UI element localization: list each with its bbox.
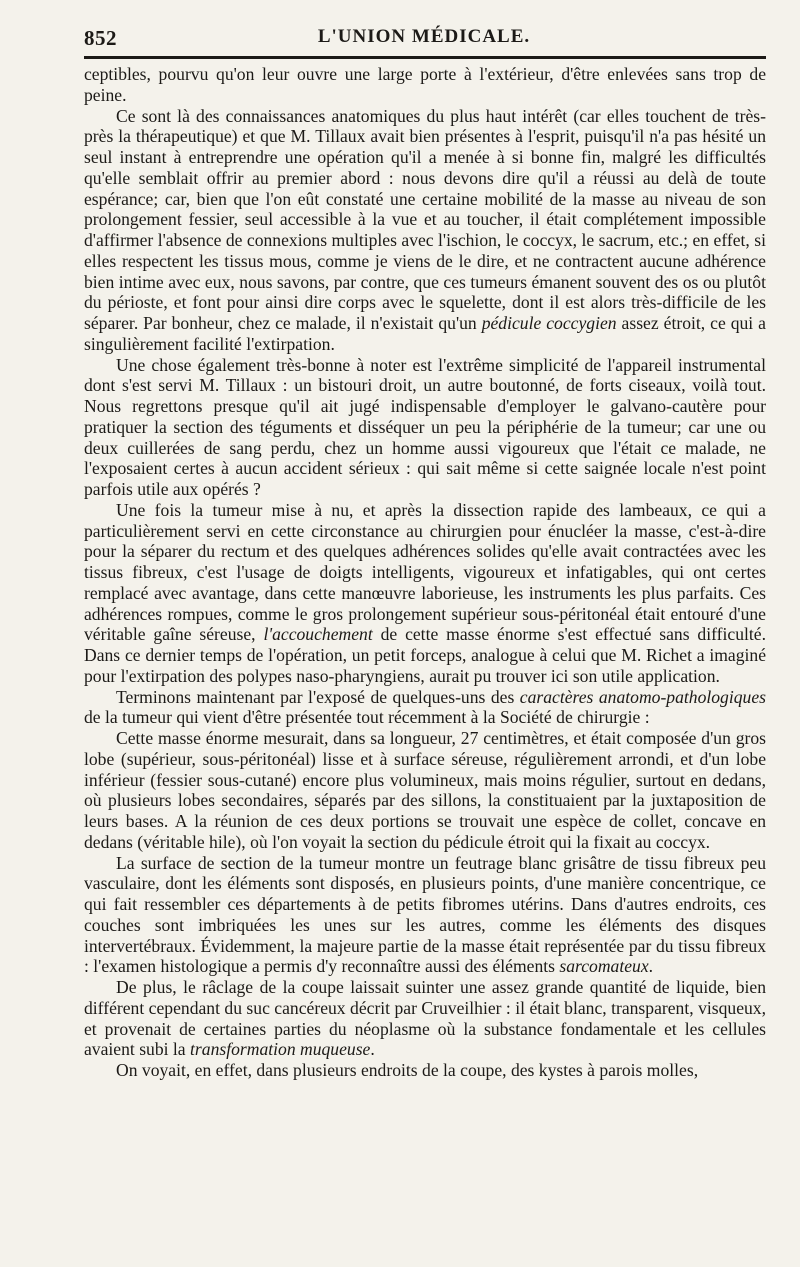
text-run: de la tumeur qui vient d'être présentée tout récemment à la Société de chirurgie :	[84, 707, 650, 728]
text-run: Terminons maintenant par l'exposé de quelques-uns des	[116, 686, 520, 707]
text-run: Une chose également très-bonne à noter est l'extrême simplicité de l'appareil instrumental dont s'est servi M. Tillaux : un bistouri droit, un autre boutonné, de forts ciseaux, voilà tout. Nous regrettons presque qu'il ait jugé indispensable d'employer le galvano-cautère pour pratiquer la section des téguments et disséquer un peu la périphérie de la tumeur; car une ou deux cuillerées de sang perdu, chez un homme aussi vigoureux que l'était ce malade, ne l'exposaient certes à aucun accident sérieux : qui sait même si cette saignée locale n'est point parfois utile aux opérés ?	[84, 354, 766, 499]
text-run: assez étroit, ce qui a singulièrement facilité l'extirpation.	[84, 313, 766, 354]
text-run: Cette masse énorme mesurait, dans sa longueur, 27 centimètres, et était composée d'un gros lobe (supérieur, sous-péritonéal) lisse et à surface séreuse, régulièrement arrondi, et d'un lobe inférieur (fessier sous-cutané) encore plus volumineux, mais moins régulier, surtout en dedans, où plusieurs lobes secondaires, séparés par des sillons, la constituaient par la juxtaposition de leurs bases. A la réunion de ces deux portions se trouvait une espèce de collet, concave en dedans (véritable hile), où l'on voyait la section du pédicule étroit qui la fixait au coccyx.	[84, 728, 766, 852]
italic-term: caractères anatomo-pathologiques	[519, 686, 766, 707]
paragraph	[84, 64, 766, 106]
page-header	[84, 26, 764, 56]
page-number: 852	[84, 26, 117, 50]
italic-term: l'accouchement	[263, 624, 373, 645]
paragraph	[84, 977, 766, 1060]
paragraph	[84, 853, 766, 978]
text-run: ceptibles, pourvu qu'on leur ouvre une large porte à l'extérieur, d'être enlevées sans trop de peine.	[84, 64, 766, 105]
text-run: .	[370, 1039, 375, 1060]
header-rule	[84, 56, 766, 59]
italic-term: transformation muqueuse	[190, 1039, 371, 1060]
running-title: L'UNION MÉDICALE.	[317, 26, 531, 47]
text-run: .	[648, 956, 654, 977]
text-run: La surface de section de la tumeur montre un feutrage blanc grisâtre de tissu fibreux peu vasculaire, dont les éléments sont disposés, en plusieurs points, d'une manière concentrique, ce qui fait ressembler ces départements à de petits fibromes utérins. Dans d'autres endroits, ces couches sont imbriquées les unes sur les autres, comme les éléments des disques intervertébraux. Évidemment, la majeure partie de la masse était représentée par du tissu fibreux : l'examen histologique a permis d'y reconnaître aussi des éléments	[84, 852, 766, 977]
text-run: Ce sont là des connaissances anatomiques du plus haut intérêt (car elles touchent de très-près la thérapeutique) et que M. Tillaux avait bien présentes à l'esprit, puisqu'il n'a pas hésité un seul instant à entreprendre une opération qu'il a menée à si bonne fin, malgré les difficultés qu'elle semblait offrir au premier abord : nous devons dire qu'il a réussi au delà de toute espérance; car, bien que l'on eût constaté une certaine mobilité de la masse au niveau de son prolongement fessier, seul accessible à la vue et au toucher, il était complétement impossible d'affirmer l'absence de connexions multiples avec l'ischion, le coccyx, le sacrum, etc.; en effet, si elles respectent les tissus mous, comme je viens de le dire, et ne contractent aucune adhérence bien intime avec eux, nous savons, par contre, que ces tumeurs émanent souvent des os ou plutôt du périoste, et font pour ainsi dire corps avec le squelette, dont il est alors très-difficile de les séparer. Par bonheur, chez ce malade, il n'existait qu'un	[84, 105, 766, 333]
paragraph	[84, 687, 766, 729]
paragraph	[84, 355, 766, 500]
paragraph	[84, 500, 766, 687]
italic-term: pédicule coccygien	[481, 313, 617, 333]
paragraph	[84, 1060, 766, 1081]
text-run: De plus, le râclage de la coupe laissait suinter une assez grande quantité de liquide, bien différent cependant du suc cancéreux décrit par Cruveilhier : il était blanc, transparent, visqueux, et provenait de certaines parties du néoplasme où la substance fondamentale et les cellules avaient subi la	[84, 977, 766, 1060]
italic-term: sarcomateux	[559, 956, 649, 977]
text-run: Une fois la tumeur mise à nu, et après la dissection rapide des lambeaux, ce qui a particulièrement servi en cette circonstance au chirurgien pour énucléer la masse, c'est-à-dire pour la séparer du rectum et des quelques adhérences solides qu'elle avait contractées avec les tissus fibreux, c'est l'usage de doigts intelligents, vigoureux et infatigables, qui ont certes remplacé avec avantage, dans cette manœuvre laborieuse, les instruments les plus parfaits. Ces adhérences rompues, comme le gros prolongement supérieur sous-péritonéal était entouré d'une véritable gaîne séreuse,	[84, 499, 766, 645]
text-run: de cette masse énorme s'est effectué sans difficulté. Dans ce dernier temps de l'opération, un petit forceps, analogue à celui que M. Richet a imaginé pour l'extirpation des polypes naso-pharyngiens, aurait pu trouver ici son utile application.	[84, 624, 766, 686]
paragraph	[84, 728, 766, 853]
article-body	[84, 64, 766, 1081]
paragraph	[84, 106, 766, 355]
text-run: On voyait, en effet, dans plusieurs endroits de la coupe, des kystes à parois molles,	[116, 1060, 699, 1080]
